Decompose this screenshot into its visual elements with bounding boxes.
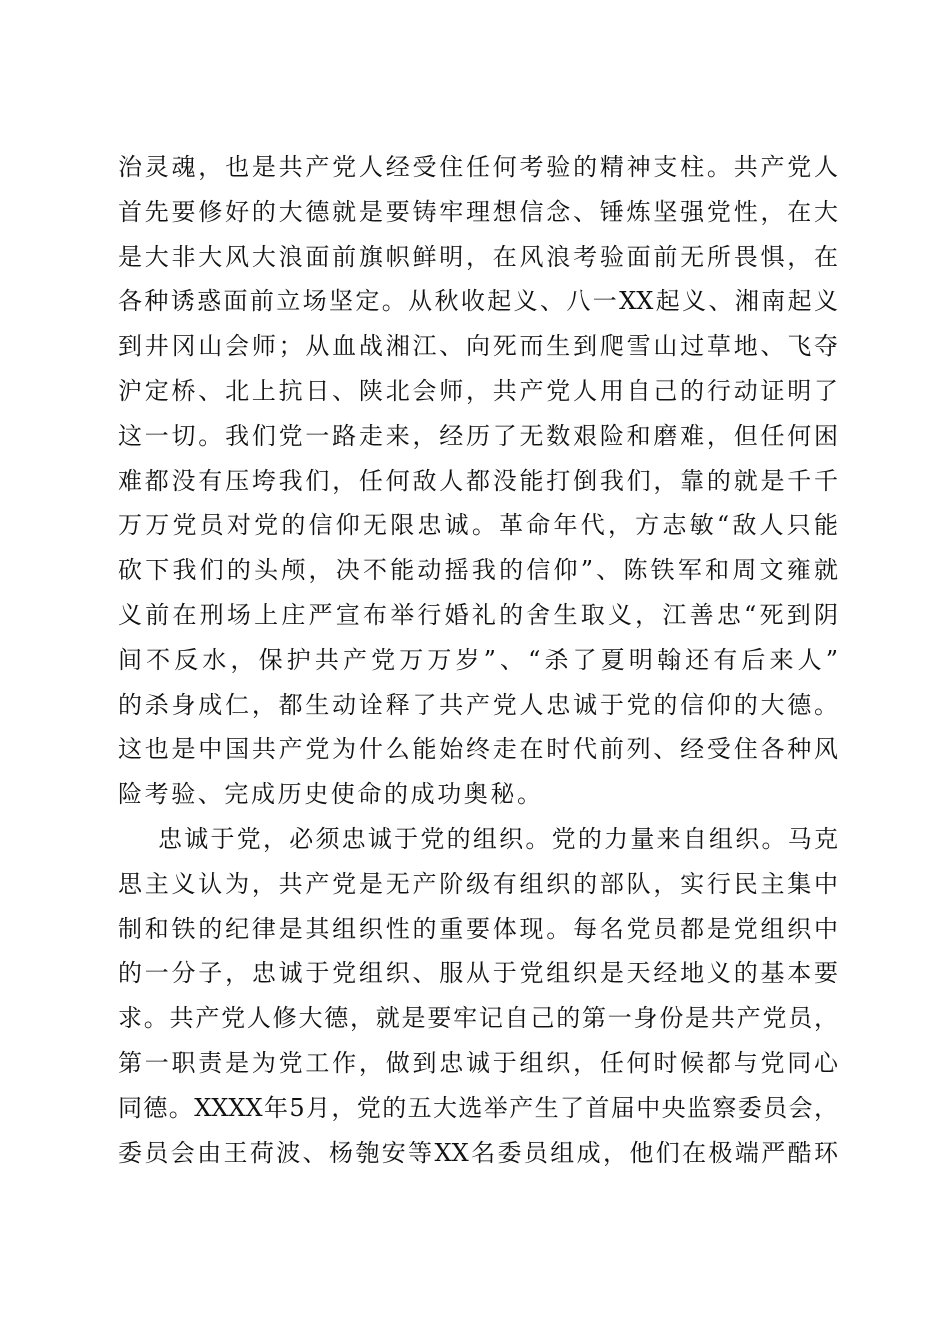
text-line: 求。共产党人修大德，就是要牢记自己的第一身份是共产党员， — [118, 1004, 838, 1033]
text-line: 难都没有压垮我们，任何敌人都没能打倒我们，靠的就是千千 — [118, 466, 838, 495]
text-line: 制和铁的纪律是其组织性的重要体现。每名党员都是党组织中 — [118, 914, 838, 943]
text-line: 义前在刑场上庄严宣布举行婚礼的舍生取义，江善忠“死到阴 — [118, 600, 838, 629]
text-line: 各种诱惑面前立场坚定。从秋收起义、八一XX起义、湘南起义 — [118, 287, 838, 316]
text-line: 第一职责是为党工作，做到忠诚于组织，任何时候都与党同心 — [118, 1048, 838, 1077]
text-line: 这一切。我们党一路走来，经历了无数艰险和磨难，但任何困 — [118, 421, 838, 450]
text-line: 万万党员对党的信仰无限忠诚。革命年代，方志敏“敌人只能 — [118, 511, 838, 540]
text-line: 治灵魂，也是共产党人经受住任何考验的精神支柱。共产党人 — [118, 153, 838, 181]
document-body — [118, 145, 838, 1175]
text-line: 忠诚于党，必须忠诚于党的组织。党的力量来自组织。马克 — [158, 824, 838, 853]
paragraph-2 — [118, 817, 838, 1175]
text-line: 间不反水，保护共产党万万岁”、“杀了夏明翰还有后来人” — [118, 645, 838, 674]
text-line: 险考验、完成历史使命的成功奥秘。 — [118, 780, 544, 809]
text-line: 思主义认为，共产党是无产阶级有组织的部队，实行民主集中 — [118, 869, 838, 898]
text-line: 到井冈山会师；从血战湘江、向死而生到爬雪山过草地、飞夺 — [118, 332, 838, 361]
text-line: 的一分子，忠诚于党组织、服从于党组织是天经地义的基本要 — [118, 959, 838, 988]
text-line: 同德。XXXX年5月，党的五大选举产生了首届中央监察委员会， — [118, 1093, 838, 1122]
text-line: 砍下我们的头颅，决不能动摇我的信仰”、陈铁军和周文雍就 — [118, 556, 838, 585]
text-line: 沪定桥、北上抗日、陕北会师，共产党人用自己的行动证明了 — [118, 376, 838, 405]
text-line: 委员会由王荷波、杨匏安等XX名委员组成，他们在极端严酷环 — [118, 1138, 838, 1167]
text-line: 是大非大风大浪面前旗帜鲜明，在风浪考验面前无所畏惧，在 — [118, 242, 838, 271]
text-line: 这也是中国共产党为什么能始终走在时代前列、经受住各种风 — [118, 735, 838, 764]
paragraph-1 — [118, 145, 838, 817]
text-line: 的杀身成仁，都生动诠释了共产党人忠诚于党的信仰的大德。 — [118, 690, 838, 719]
text-line: 首先要修好的大德就是要铸牢理想信念、锤炼坚强党性，在大 — [118, 197, 838, 226]
